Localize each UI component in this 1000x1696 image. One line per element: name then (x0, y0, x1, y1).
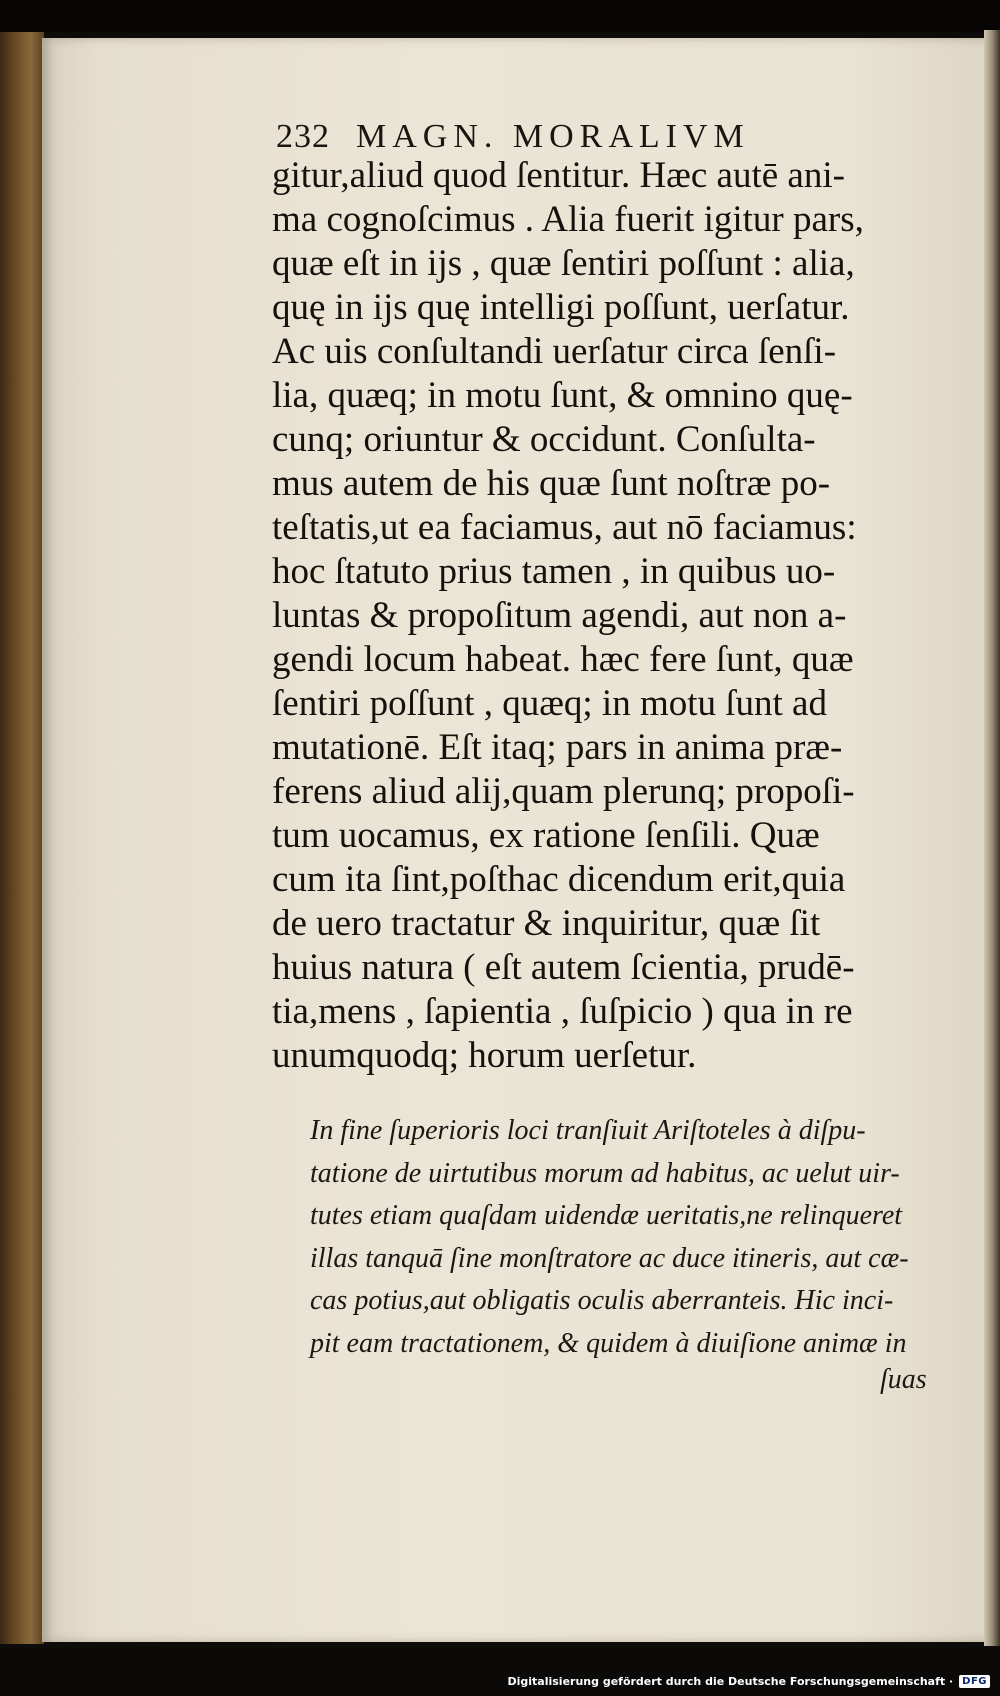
funding-credit (507, 1675, 990, 1688)
commentary-line: illas tanquā ſine monſtratore ac duce itineris, aut cæ- (310, 1242, 909, 1274)
text-line: huius natura ( eſt autem ſcientia, prudē- (272, 947, 855, 988)
text-line: quę in ijs quę intelligi poſſunt, uerſatur. (272, 287, 850, 328)
scan-top-border (0, 0, 1000, 32)
page-number: 232 (276, 118, 330, 155)
main-text (272, 154, 952, 1078)
commentary-line: tutes etiam quaſdam uidendæ ueritatis,ne relinqueret (310, 1200, 903, 1231)
text-line: lia, quæq; in motu ſunt, & omnino quę- (272, 375, 853, 416)
text-line: cunq; oriuntur & occidunt. Conſulta- (272, 419, 816, 460)
scan-bottom-bar (0, 1648, 1000, 1696)
text-line: tia,mens , ſapientia , ſuſpicio ) qua in re (272, 991, 853, 1032)
text-line: Ac uis conſultandi uerſatur circa ſenſi- (272, 331, 837, 372)
text-line: unumquodq; horum uerſetur. (272, 1035, 697, 1076)
text-line: ma cognoſcimus . Alia fuerit igitur pars, (272, 199, 864, 240)
text-line: hoc ſtatuto prius tamen , in quibus uo- (272, 551, 836, 592)
commentary-line: pit eam tractationem, & quidem à diuiſione animæ in (310, 1327, 907, 1359)
dfg-logo: DFG (959, 1675, 990, 1688)
credit-text: Digitalisierung gefördert durch die Deutsche Forschungsgemeinschaft · (507, 1675, 954, 1688)
running-head-title: MAGN. MORALIVM (356, 118, 750, 155)
text-line: gitur,aliud quod ſentitur. Hæc autē ani- (272, 155, 845, 196)
commentary-line: cas potius,aut obligatis oculis aberranteis. Hic inci- (310, 1285, 894, 1316)
page-right-edge (984, 30, 1000, 1646)
commentary-line: tatione de uirtutibus morum ad habitus, ac uelut uir- (310, 1157, 900, 1189)
text-line: teſtatis,ut ea faciamus, aut nō faciamus: (272, 507, 857, 548)
text-line: gendi locum habeat. hæc fere ſunt, quæ (272, 639, 854, 680)
catchword: ſuas (880, 1364, 927, 1395)
text-line: ſentiri poſſunt , quæq; in motu ſunt ad (272, 683, 827, 724)
text-line: mus autem de his quæ ſunt noſtræ po- (272, 463, 831, 504)
running-head (276, 118, 916, 156)
book-spine-edge (0, 32, 44, 1644)
text-line: ferens aliud alij,quam plerunq; propoſi- (272, 771, 855, 812)
commentary-line: In fine ſuperioris loci tranſiuit Ariſtoteles à diſpu- (310, 1115, 866, 1146)
text-line: cum ita ſint,poſthac dicendum erit,quia (272, 859, 846, 900)
text-line: mutationē. Eſt itaq; pars in anima præ- (272, 727, 843, 768)
text-line: quæ eſt in ijs , quæ ſentiri poſſunt : alia, (272, 243, 855, 284)
text-line: de uero tractatur & inquiritur, quæ ſit (272, 903, 821, 944)
text-line: tum uocamus, ex ratione ſenſili. Quæ (272, 815, 820, 856)
commentary-text (310, 1110, 950, 1365)
text-line: luntas & propoſitum agendi, aut non a- (272, 595, 847, 636)
